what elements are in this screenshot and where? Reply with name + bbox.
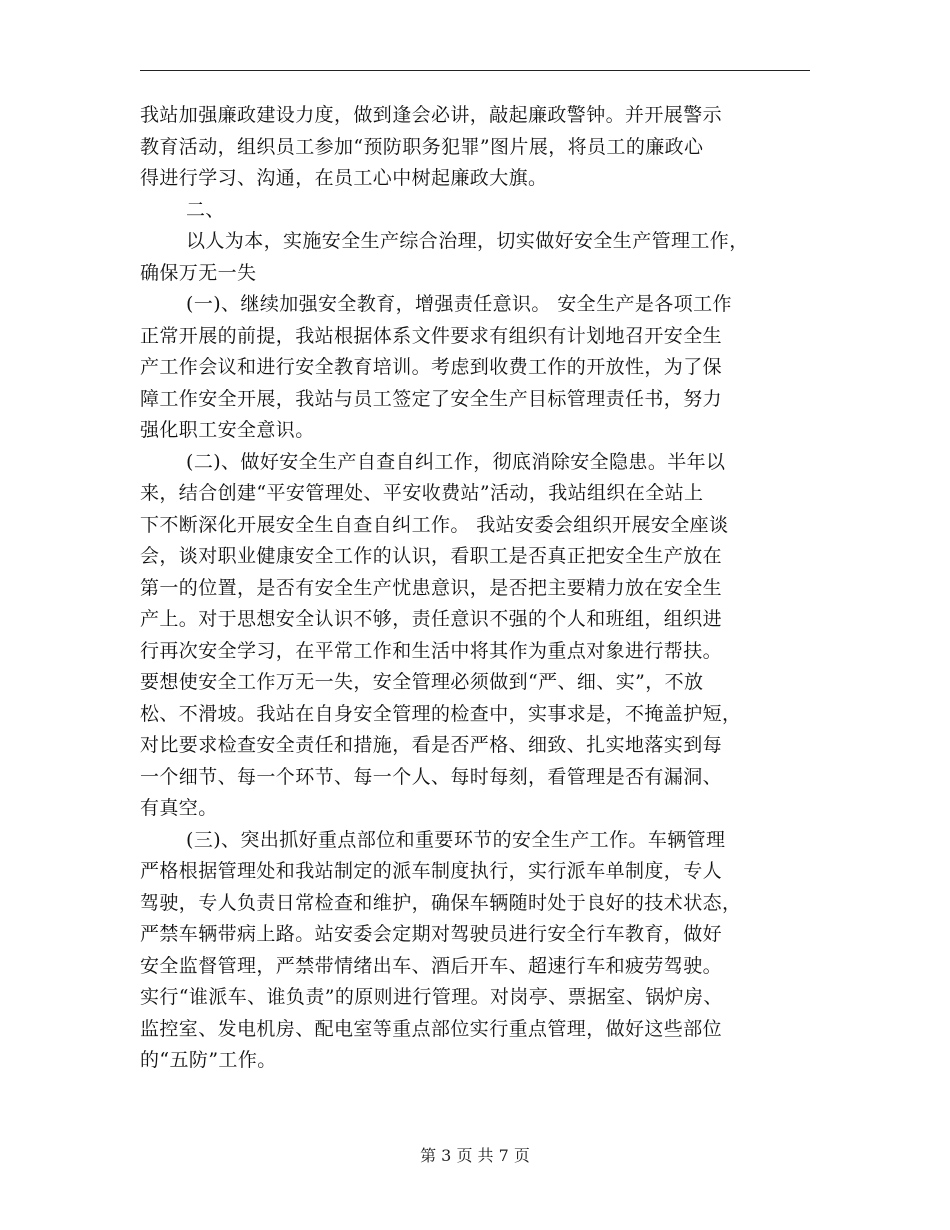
header-rule: [140, 70, 810, 71]
text-line: 会，谈对职业健康安全工作的认识，看职工是否真正把安全生产放在: [140, 545, 723, 567]
section-heading-continued: 确保万无一失: [140, 261, 257, 284]
text-line: 对比要求检查安全责任和措施，看是否严格、细致、扎实地落实到每: [140, 734, 723, 756]
text-line: 得进行学习、沟通，在员工心中树起廉政大旗。: [140, 167, 548, 189]
page-number: 第 3 页 共 7 页: [420, 1146, 530, 1165]
text-line: 强化职工安全意识。: [140, 419, 315, 441]
text-line: 松、不滑坡。我站在自身安全管理的检查中，实事求是，不掩盖护短，: [140, 702, 742, 725]
text-line: 障工作安全开展，我站与员工签定了安全生产目标管理责任书，努力: [140, 387, 723, 410]
document-body: [140, 100, 815, 1077]
text-line: 第一的位置，是否有安全生产忧患意识，是否把主要精力放在安全生: [140, 576, 723, 599]
text-line: 监控室、发电机房、配电室等重点部位实行重点管理，做好这些部位: [140, 1017, 723, 1040]
text-line: 实行“谁派车、谁负责”的原则进行管理。对岗亭、票据室、锅炉房、: [140, 986, 723, 1008]
text-line: 安全监督管理，严禁带情绪出车、酒后开车、超速行车和疲劳驾驶。: [140, 954, 723, 977]
text-line: 一个细节、每一个环节、每一个人、每时每刻，看管理是否有漏洞、: [140, 765, 723, 788]
text-line: 严禁车辆带病上路。站安委会定期对驾驶员进行安全行车教育，做好: [140, 923, 723, 945]
paragraph-first-line: (一)、继续加强安全教育，增强责任意识。 安全生产是各项工作: [186, 293, 732, 315]
text-line: 我站加强廉政建设力度，做到逢会必讲，敲起廉政警钟。并开展警示: [140, 104, 723, 126]
text-line: 要想使安全工作万无一失，安全管理必须做到“严、细、实”，不放: [140, 671, 704, 693]
text-line: 驾驶，专人负责日常检查和维护，确保车辆随时处于良好的技术状态，: [140, 891, 742, 914]
text-line: 行再次安全学习，在平常工作和生活中将其作为重点对象进行帮扶。: [140, 639, 723, 662]
paragraph-first-line: (三)、突出抓好重点部位和重要环节的安全生产工作。车辆管理: [186, 828, 726, 851]
paragraph-first-line: (二)、做好安全生产自查自纠工作，彻底消除安全隐患。半年以: [186, 450, 726, 473]
text-line: 下不断深化开展安全生自查自纠工作。 我站安委会组织开展安全座谈: [140, 513, 729, 536]
text-line: 的“五防”工作。: [140, 1049, 277, 1071]
text-line: 教育活动，组织员工参加“预防职务犯罪”图片展，将员工的廉政心: [140, 135, 704, 158]
section-number: 二、: [186, 198, 225, 221]
text-line: 正常开展的前提，我站根据体系文件要求有组织有计划地召开安全生: [140, 324, 723, 347]
text-line: 有真空。: [140, 797, 218, 819]
section-heading: 以人为本，实施安全生产综合治理，切实做好安全生产管理工作，: [186, 230, 749, 252]
text-line: 来，结合创建“平安管理处、平安收费站”活动，我站组织在全站上: [140, 482, 704, 504]
text-line: 严格根据管理处和我站制定的派车制度执行，实行派车单制度，专人: [140, 860, 723, 882]
text-line: 产工作会议和进行安全教育培训。考虑到收费工作的开放性，为了保: [140, 356, 723, 378]
text-line: 产上。对于思想安全认识不够，责任意识不强的个人和班组，组织进: [140, 608, 723, 630]
